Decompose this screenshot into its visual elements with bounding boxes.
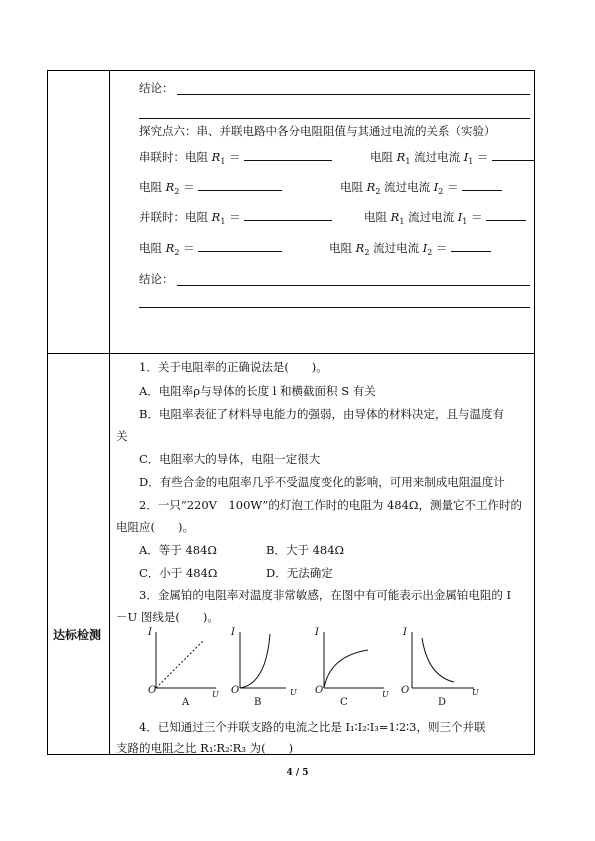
- table-border-right: [534, 70, 535, 755]
- conclusion-line-1b[interactable]: [139, 118, 530, 119]
- q2-option-b[interactable]: B．大于 484Ω: [266, 543, 345, 557]
- conclusion-line-2b[interactable]: [139, 307, 530, 308]
- q2-option-d[interactable]: D．无法确定: [266, 566, 333, 580]
- series-i1-label: 电阻 $R_1$ 流过电流 $I_1$ ＝: [370, 149, 534, 166]
- graph-b-letter: B: [254, 697, 262, 708]
- graph-c[interactable]: [306, 624, 396, 710]
- q3-stem-cont: －U 图线是( )。: [116, 610, 219, 624]
- table-border-top: [47, 70, 535, 71]
- series-i2-blank[interactable]: [462, 179, 502, 191]
- inquiry-title: 探究点六：串、并联电路中各分电阻阻值与其通过电流的关系（实验）: [139, 124, 496, 138]
- series-r2-label: 电阻 $R_2$ ＝: [139, 179, 282, 196]
- row-label-check: 达标检测: [53, 628, 102, 642]
- parallel-r2-label: 电阻 $R_2$ ＝: [139, 240, 282, 257]
- q1-stem: 1．关于电阻率的正确说法是( )。: [139, 360, 328, 374]
- q2-option-c[interactable]: C．小于 484Ω: [139, 566, 218, 580]
- graph-d-origin: O: [401, 685, 410, 696]
- series-i2-label: 电阻 $R_2$ 流过电流 $I_2$ ＝: [340, 179, 502, 196]
- q1-option-d[interactable]: D．有些合金的电阻率几乎不受温度变化的影响，可用来制成电阻温度计: [139, 475, 505, 489]
- conclusion-line-2a[interactable]: [177, 285, 530, 286]
- table-border-left: [47, 70, 48, 755]
- conclusion-label-1: 结论：: [139, 81, 174, 95]
- parallel-i1-label: 电阻 $R_1$ 流过电流 $I_1$ ＝: [364, 209, 526, 226]
- series-r1-label: 串联时：电阻 $R_1$ ＝: [139, 149, 332, 166]
- graph-c-axis-i: I: [315, 627, 319, 638]
- graph-b-origin: O: [231, 685, 240, 696]
- q2-stem: 2．一只“220V 100W”的灯泡工作时的电阻为 484Ω，测量它不工作时的: [139, 498, 522, 512]
- conclusion-label-2: 结论：: [139, 272, 174, 286]
- graph-b[interactable]: [226, 624, 306, 710]
- series-i1-blank[interactable]: [492, 149, 534, 161]
- parallel-i1-blank[interactable]: [486, 209, 526, 221]
- table-column-divider: [109, 70, 110, 755]
- graph-c-letter: C: [340, 697, 348, 708]
- series-r2-blank[interactable]: [198, 179, 282, 191]
- graph-b-axis-u: U: [290, 688, 297, 697]
- graph-a-origin: O: [148, 685, 157, 696]
- graph-d-axis-i: I: [403, 627, 407, 638]
- graph-a-axis-i: I: [148, 627, 152, 638]
- graph-c-axis-u: U: [382, 690, 389, 699]
- page-number: 4 / 5: [286, 768, 309, 778]
- parallel-r1-label: 并联时：电阻 $R_1$ ＝: [139, 209, 332, 226]
- q4-stem-cont: 支路的电阻之比 R₁∶R₂∶R₃ 为( ): [116, 741, 294, 755]
- parallel-r2-blank[interactable]: [198, 240, 282, 252]
- graph-a[interactable]: [146, 624, 226, 710]
- parallel-i2-label: 电阻 $R_2$ 流过电流 $I_2$ ＝: [329, 240, 491, 257]
- parallel-i2-blank[interactable]: [451, 240, 491, 252]
- series-r1-blank[interactable]: [244, 149, 332, 161]
- q2-option-a[interactable]: A．等于 484Ω: [139, 543, 217, 557]
- graph-d[interactable]: [398, 624, 488, 710]
- graph-c-origin: O: [315, 685, 324, 696]
- graph-b-axis-i: I: [231, 627, 235, 638]
- q2-stem-cont: 电阻应( )。: [116, 520, 194, 534]
- table-row-divider: [47, 353, 535, 354]
- graph-a-letter: A: [182, 697, 190, 708]
- q1-option-b-cont: 关: [116, 429, 128, 443]
- graph-d-letter: D: [438, 697, 447, 708]
- parallel-r1-blank[interactable]: [244, 209, 332, 221]
- q1-option-a[interactable]: A．电阻率ρ与导体的长度 l 和横截面积 S 有关: [139, 384, 376, 398]
- graph-d-axis-u: U: [472, 688, 479, 697]
- graph-a-axis-u: U: [212, 690, 219, 699]
- q4-stem: 4．已知通过三个并联支路的电流之比是 I₁∶I₂∶I₃=1∶2∶3，则三个并联: [139, 720, 486, 734]
- q1-option-c[interactable]: C．电阻率大的导体，电阻一定很大: [139, 452, 321, 466]
- q3-stem: 3．金属铂的电阻率对温度非常敏感，在图中有可能表示出金属铂电阻的 I: [139, 588, 512, 602]
- conclusion-line-1a[interactable]: [177, 94, 530, 95]
- q1-option-b[interactable]: B．电阻率表征了材料导电能力的强弱，由导体的材料决定，且与温度有: [139, 407, 504, 421]
